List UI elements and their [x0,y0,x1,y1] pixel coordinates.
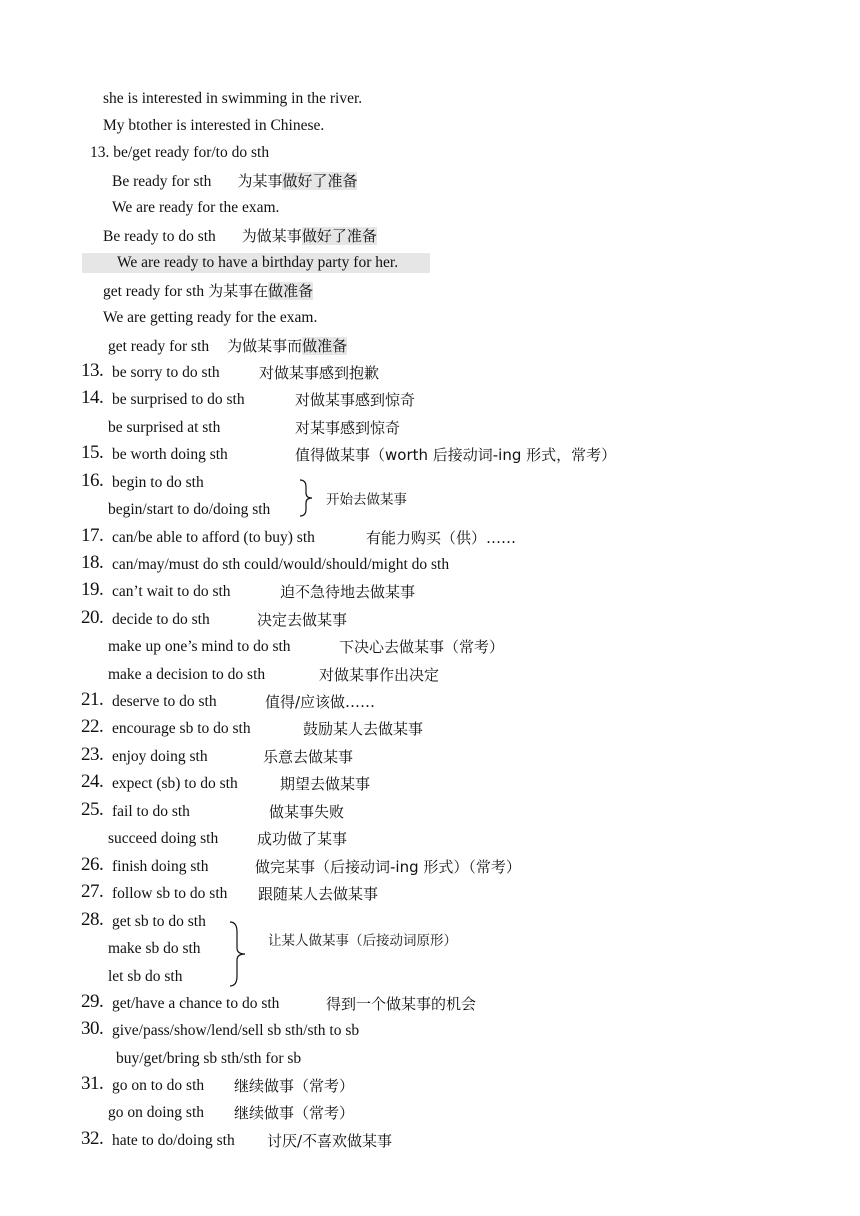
phrase-cn: 对某事感到惊奇 [295,419,401,437]
phrase-en: begin/start to do/doing sth [108,501,271,518]
phrase-en: get sb to do sth [112,913,206,930]
phrase-cn: 决定去做某事 [257,611,348,629]
example-sentence: We are ready for the exam. [112,199,280,216]
phrase-cn: 有能力购买（供）…… [366,529,517,547]
phrase-en: get ready for sth [103,283,205,300]
item-number: 32. [81,1128,104,1149]
phrase-en: can/may/must do sth could/would/should/might do sth [112,556,450,573]
item-number: 20. [81,607,104,628]
phrase-cn: 得到一个做某事的机会 [326,995,477,1013]
phrase-en: let sb do sth [108,968,183,985]
phrase-cn: 期望去做某事 [280,775,371,793]
phrase-en: can’t wait to do sth [112,583,231,600]
phrase-en: be worth doing sth [112,446,228,463]
highlighted-text: 做好了准备 [282,172,358,190]
brace-label: 开始去做某事 [326,492,407,508]
phrase-cn: 乐意去做某事 [263,748,354,766]
phrase-en: make a decision to do sth [108,666,266,683]
item-number: 13. [81,360,104,381]
phrase-en: succeed doing sth [108,830,219,847]
phrase-cn: 对做某事感到抱歉 [259,364,380,382]
example-sentence: We are getting ready for the exam. [103,309,318,326]
item-number: 19. [81,579,104,600]
phrase-cn: 做某事失败 [269,803,345,821]
highlighted-text: 做准备 [302,337,348,355]
phrase-en: be surprised to do sth [112,391,245,408]
phrase-en: encourage sb to do sth [112,720,251,737]
right-brace-icon [228,920,250,988]
phrase-cn: 讨厌/不喜欢做某事 [267,1132,393,1150]
item-number: 26. [81,854,104,875]
section-heading: 13. be/get ready for/to do sth [90,144,270,161]
phrase-en: be sorry to do sth [112,364,220,381]
phrase-line [103,226,377,247]
phrase-cn: 继续做事（常考） [234,1104,355,1122]
item-number: 24. [81,771,104,792]
phrase-en: fail to do sth [112,803,190,820]
item-number: 30. [81,1018,104,1039]
phrase-en: make sb do sth [108,940,201,957]
phrase-cn: 为某事 [237,172,283,190]
item-number: 15. [81,442,104,463]
phrase-cn: 继续做事（常考） [234,1077,355,1095]
phrase-en: buy/get/bring sb sth/sth for sb [116,1050,302,1067]
phrase-en: enjoy doing sth [112,748,208,765]
highlighted-text: 做准备 [268,282,314,300]
item-number: 23. [81,744,104,765]
item-number: 27. [81,881,104,902]
example-sentence: We are ready to have a birthday party for her. [117,254,399,271]
phrase-en: decide to do sth [112,611,210,628]
item-number: 18. [81,552,104,573]
phrase-en: get ready for sth [108,338,210,355]
phrase-en: go on doing sth [108,1104,205,1121]
item-number: 28. [81,909,104,930]
phrase-en: follow sb to do sth [112,885,228,902]
phrase-line [112,171,357,192]
item-number: 25. [81,799,104,820]
phrase-en: give/pass/show/lend/sell sb sth/sth to sb [112,1022,360,1039]
example-sentence: she is interested in swimming in the river. [103,90,363,107]
phrase-cn: 为某事在 [208,282,269,300]
phrase-en: Be ready for sth [112,173,212,190]
phrase-cn: 成功做了某事 [257,830,348,848]
phrase-en: make up one’s mind to do sth [108,638,291,655]
phrase-en: can/be able to afford (to buy) sth [112,529,315,546]
phrase-cn: 为做某事而 [227,337,303,355]
brace-label: 让某人做某事（后接动词原形） [268,933,457,949]
phrase-cn: 对做某事感到惊奇 [295,391,416,409]
phrase-en: hate to do/doing sth [112,1132,235,1149]
phrase-en: deserve to do sth [112,693,217,710]
phrase-cn: 迫不急待地去做某事 [280,583,416,601]
phrase-cn: 跟随某人去做某事 [258,885,379,903]
phrase-cn: 做完某事（后接动词-ing 形式）（常考） [255,858,521,876]
phrase-cn: 值得/应该做…… [265,693,376,711]
item-number: 17. [81,525,104,546]
phrase-en: be surprised at sth [108,419,221,436]
phrase-en: get/have a chance to do sth [112,995,280,1012]
phrase-cn: 对做某事作出决定 [319,666,440,684]
item-number: 22. [81,716,104,737]
phrase-line [108,336,347,357]
phrase-cn: 鼓励某人去做某事 [303,720,424,738]
phrase-en: expect (sb) to do sth [112,775,238,792]
phrase-cn: 下决心去做某事（常考） [339,638,505,656]
phrase-cn: 值得做某事（worth 后接动词-ing 形式，常考） [295,446,617,464]
right-brace-icon [298,478,318,518]
item-number: 14. [81,387,104,408]
phrase-en: begin to do sth [112,474,204,491]
item-number: 29. [81,991,104,1012]
phrase-cn: 为做某事 [241,227,302,245]
phrase-en: finish doing sth [112,858,209,875]
highlighted-text: 做好了准备 [301,227,377,245]
example-sentence: My btother is interested in Chinese. [103,117,325,134]
item-number: 21. [81,689,104,710]
phrase-en: Be ready to do sth [103,228,216,245]
phrase-line [103,281,313,302]
phrase-en: go on to do sth [112,1077,205,1094]
item-number: 31. [81,1073,104,1094]
item-number: 16. [81,470,104,491]
